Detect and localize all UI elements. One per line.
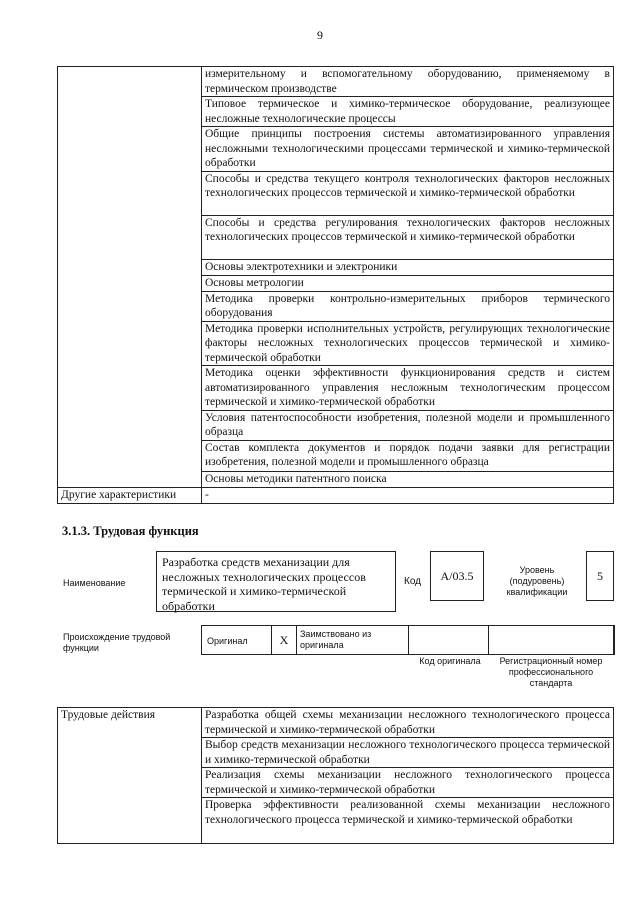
knowledge-row: Методика проверки контрольно-измерительных приборов термического оборудования <box>202 291 614 321</box>
origin-label: Происхождение трудовой функции <box>63 632 171 653</box>
knowledge-row: Способы и средства текущего контроля технологических факторов несложных технологических процессов термической и химико-термической обработки <box>202 171 614 215</box>
knowledge-row: Типовое термическое и химико-термическое оборудование, реализующее несложные технологические процессы <box>202 97 614 127</box>
knowledge-row: Методика оценки эффективности функционирования средств и систем автоматизированного управления несложным технологическим процессом термической и химико-термической обработки <box>202 366 614 411</box>
action-row: Выбор средств механизации несложного технологического процесса термической и химико-термической обработки <box>202 738 614 768</box>
other-characteristics-value: - <box>202 487 614 503</box>
knowledge-row: Состав комплекта документов и порядок подачи заявки для регистрации изобретения, полезной модели и промышленного образца <box>202 440 614 471</box>
code-original-cell <box>408 625 489 655</box>
action-row: Проверка эффективности реализованной схемы механизации несложного технологического процесса термической и химико-термической обработки <box>202 798 614 844</box>
section-title: 3.1.3. Трудовая функция <box>62 524 199 538</box>
reg-number-label: Регистрационный номер профессионального стандарта <box>499 656 603 688</box>
action-row: Реализация схемы механизации несложного технологического процесса термической и химико-термической обработки <box>202 768 614 798</box>
original-mark: X <box>271 625 297 655</box>
borrowed-cell <box>296 625 409 655</box>
knowledge-category-cell <box>58 67 202 488</box>
knowledge-row: Основы методики патентного поиска <box>202 471 614 487</box>
knowledge-row: Условия патентоспособности изобретения, полезной модели и промышленного образца <box>202 410 614 440</box>
knowledge-row: измерительному и вспомогательному оборудованию, применяемому в термическом производстве <box>202 67 614 97</box>
action-row: Разработка общей схемы механизации несложного технологического процесса термической и химико-термической обработки <box>202 708 614 738</box>
knowledge-row: Основы электротехники и электроники <box>202 259 614 275</box>
function-code-box: A/03.5 <box>430 551 484 601</box>
knowledge-row: Основы метрологии <box>202 275 614 291</box>
code-label: Код <box>404 576 422 587</box>
original-label: Оригинал <box>207 636 248 646</box>
page-number: 9 <box>317 28 323 42</box>
knowledge-row: Общие принципы построения системы автоматизированного управления несложными технологическими процессами термической и химико-термической обработки <box>202 127 614 172</box>
knowledge-table <box>57 66 614 504</box>
knowledge-row: Методика проверки исполнительных устройств, регулирующих технологические факторы несложных технологических процессов термической и химико-термической обработки <box>202 321 614 366</box>
actions-label: Трудовые действия <box>58 708 202 844</box>
name-label: Наименование <box>63 578 126 588</box>
knowledge-row: Способы и средства регулирования технологических факторов несложных технологических процессов термической и химико-термической обработки <box>202 215 614 259</box>
code-original-label: Код оригинала <box>419 656 481 666</box>
level-label: Уровень (подуровень) квалификации <box>506 565 568 597</box>
reg-number-cell <box>488 625 615 655</box>
original-cell <box>201 625 272 655</box>
level-value-box: 5 <box>586 551 614 601</box>
borrowed-label: Заимствовано из оригинала <box>300 629 372 650</box>
origin-row <box>201 625 614 655</box>
actions-table <box>57 707 614 844</box>
function-name-box: Разработка средств механизации для несложных технологических процессов термической и химико-термической обработки <box>156 551 396 612</box>
other-characteristics-label: Другие характеристики <box>58 487 202 503</box>
